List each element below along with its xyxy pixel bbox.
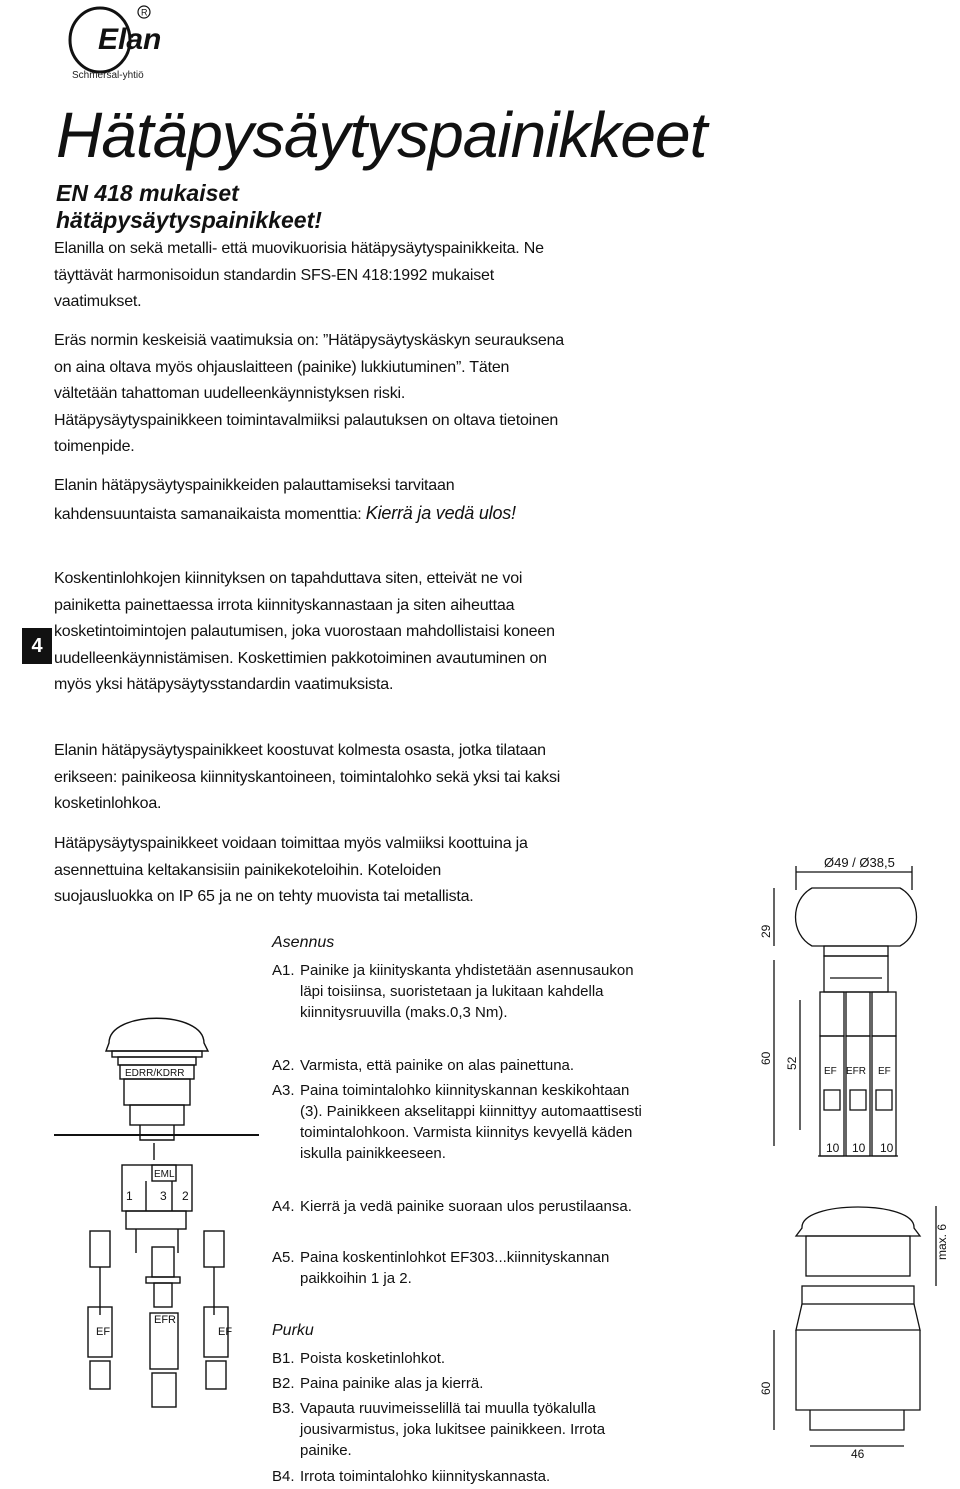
assembly-drawing	[54, 995, 264, 1485]
step-number: B3.	[272, 1400, 295, 1417]
dim-ef-1: EF	[824, 1066, 837, 1077]
logo-tagline: Schmersal-yhtiö	[72, 70, 144, 81]
dim-efr: EFR	[846, 1066, 866, 1077]
step-number: A3.	[272, 1082, 295, 1099]
paragraph-3	[54, 473, 564, 528]
label-edrr-kdrr: EDRR/KDRR	[125, 1068, 185, 1079]
step-number: A4.	[272, 1198, 295, 1215]
dim-60: 60	[759, 1051, 773, 1065]
purku-step-b3	[272, 1398, 652, 1461]
dim-52: 52	[785, 1056, 799, 1070]
label-pos-3: 3	[160, 1189, 167, 1203]
step-text: Painike ja kiinityskanta yhdistetään asennusaukon läpi toisiinsa, suoristetaan ja lukitaan kahdella kiinnitysruuvilla (maks.0,3 Nm).	[300, 962, 634, 1021]
purku-step-b2	[272, 1373, 652, 1394]
step-text: Kierrä ja vedä painike suoraan ulos perustilaansa.	[300, 1198, 632, 1215]
step-number: A2.	[272, 1057, 295, 1074]
label-pos-2: 2	[182, 1189, 189, 1203]
step-text: Paina koskentinlohkot EF303...kiinnityskannan paikkoihin 1 ja 2.	[300, 1249, 610, 1287]
paragraph-5: Elanin hätäpysäytyspainikkeet koostuvat kolmesta osasta, jotka tilataan erikseen: painikeosa kiinnityskantoineen, toimintalohko sekä yksi tai kaksi kosketinlohkoa.	[54, 742, 561, 812]
step-text: Irrota toimintalohko kiinnityskannasta.	[300, 1468, 551, 1485]
asennus-step-a2	[272, 1055, 652, 1076]
dim-60-b: 60	[759, 1381, 773, 1395]
step-number: A1.	[272, 962, 295, 979]
asennus-title: Asennus	[272, 934, 335, 951]
subtitle	[56, 180, 476, 234]
dim-max-6: max. 6	[935, 1223, 949, 1260]
subtitle-line-2: hätäpysäytyspainikkeet!	[56, 207, 322, 233]
dim-diameter: Ø49 / Ø38,5	[824, 855, 895, 870]
label-ef-right: EF	[218, 1326, 233, 1338]
step-number: B1.	[272, 1350, 295, 1367]
asennus-step-a3	[272, 1080, 652, 1164]
label-pos-1: 1	[126, 1189, 133, 1203]
subtitle-line-1: EN 418 mukaiset	[56, 180, 239, 206]
paragraph-3-emphasis: Kierrä ja vedä ulos!	[365, 502, 516, 523]
label-eml: EML	[154, 1169, 175, 1180]
dimension-drawing	[740, 850, 958, 1486]
step-text: Varmista, että painike on alas painettuna.	[300, 1057, 575, 1074]
paragraph-4: Koskentinlohkojen kiinnityksen on tapahduttava siten, etteivät ne voi painiketta painettaessa irrota kiinnityskannastaan ja siten aiheuttaa kosketintoimintojen palautumisen, joka vuorostaan mahdollistaisi koneen uudelleenkäynnistämisen. Koskettimien pakkotoiminen avautuminen on myös yksi hätäpysäytysstandardin vaatimuksista.	[54, 570, 555, 693]
step-text: Paina toimintalohko kiinnityskannan keskikohtaan (3). Painikkeen akselitappi kiinnittyy automaattisesti toimintalohkoon. Varmista kiinnitys kevyellä käden iskulla painikkeeseen.	[300, 1082, 642, 1162]
label-efr: EFR	[154, 1314, 176, 1326]
step-text: Vapauta ruuvimeisselillä tai muulla työkalulla jousivarmistus, joka lukitsee painikkeen. Irrota painike.	[300, 1400, 606, 1459]
asennus-step-a5	[272, 1247, 652, 1289]
dim-10-a: 10	[826, 1141, 840, 1155]
page-number-tab: 4	[22, 628, 52, 664]
paragraph-1: Elanilla on sekä metalli- että muovikuorisia hätäpysäytyspainikkeita. Ne täyttävät harmonisoidun standardin SFS-EN 418:1992 mukaiset vaatimukset.	[54, 240, 544, 310]
logo-brand: Elan	[98, 23, 162, 56]
dim-46: 46	[851, 1447, 865, 1461]
label-ef-left: EF	[96, 1326, 111, 1338]
page-title: Hätäpysäytyspainikkeet	[56, 99, 707, 171]
dim-ef-2: EF	[878, 1066, 891, 1077]
dim-10-b: 10	[852, 1141, 866, 1155]
paragraph-2: Eräs normin keskeisiä vaatimuksia on: ”Hätäpysäytyskäskyn seurauksena on aina oltava myös ohjauslaitteen (painike) lukkiutuminen”. Täten vältetään tahattoman uudelleenkäynnistyksen riski. Hätäpysäytyspainikkeen toimintavalmiiksi palautuksen on oltava tietoinen toimenpide.	[54, 332, 564, 455]
paragraph-3-text: Elanin hätäpysäytyspainikkeiden palauttamiseksi tarvitaan kahdensuuntaista samanaikaista momenttia:	[54, 477, 455, 523]
step-text: Poista kosketinlohkot.	[300, 1350, 446, 1367]
step-text: Paina painike alas ja kierrä.	[300, 1375, 484, 1392]
dim-29: 29	[759, 924, 773, 938]
step-number: B2.	[272, 1375, 295, 1392]
purku-step-b1	[272, 1348, 652, 1369]
paragraph-6: Hätäpysäytyspainikkeet voidaan toimittaa myös valmiiksi koottuina ja asennettuina keltakansisiin painikekoteloihin. Koteloiden suojausluokka on IP 65 ja ne on tehty muovista tai metallista.	[54, 835, 528, 905]
asennus-step-a4	[272, 1196, 652, 1217]
purku-step-b4	[272, 1466, 652, 1487]
dim-10-c: 10	[880, 1141, 894, 1155]
logo-registered: R	[141, 7, 148, 18]
asennus-step-a1	[272, 960, 652, 1023]
step-number: B4.	[272, 1468, 295, 1485]
purku-title: Purku	[272, 1322, 314, 1339]
step-number: A5.	[272, 1249, 295, 1266]
